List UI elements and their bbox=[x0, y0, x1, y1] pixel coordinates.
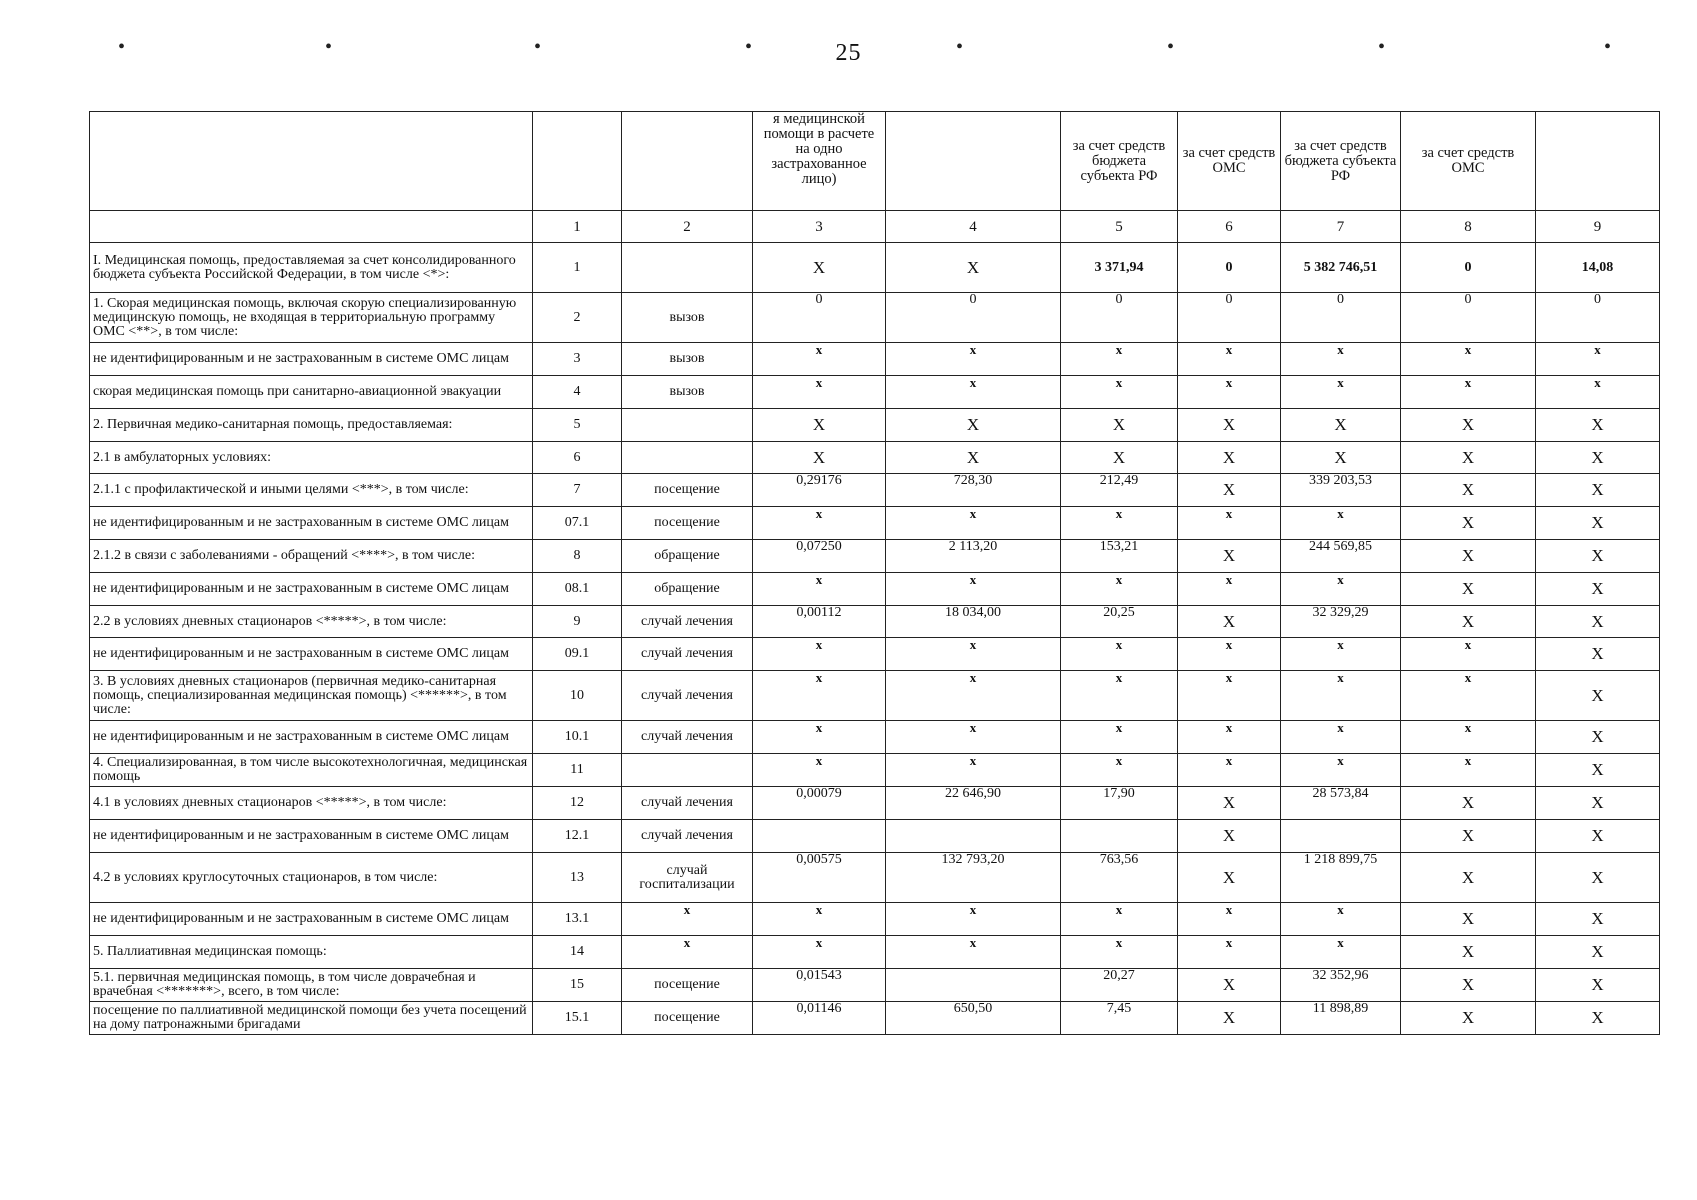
value-cell-c7: x bbox=[1281, 936, 1401, 969]
row-number: 15 bbox=[533, 969, 622, 1002]
value-cell-c5: x bbox=[1061, 721, 1178, 754]
value-cell-c4: x bbox=[886, 903, 1061, 936]
value-cell-c4: x bbox=[886, 376, 1061, 409]
table-row bbox=[90, 969, 1660, 1002]
column-number: 3 bbox=[753, 211, 886, 243]
row-unit: случай лечения bbox=[622, 820, 753, 853]
table-row bbox=[90, 442, 1660, 474]
value-cell-c7: X bbox=[1281, 442, 1401, 474]
value-cell-c9: X bbox=[1536, 787, 1660, 820]
row-name: 2.1.2 в связи с заболеваниями - обращений <****>, в том числе: bbox=[90, 540, 533, 573]
row-number: 10 bbox=[533, 671, 622, 721]
row-number: 2 bbox=[533, 293, 622, 343]
row-unit: посещение bbox=[622, 969, 753, 1002]
value-cell-c5: x bbox=[1061, 343, 1178, 376]
medical-care-table bbox=[89, 111, 1660, 1035]
row-number: 1 bbox=[533, 243, 622, 293]
row-number: 13.1 bbox=[533, 903, 622, 936]
value-cell-c3: x bbox=[753, 343, 886, 376]
table-body bbox=[90, 243, 1660, 1035]
row-unit: обращение bbox=[622, 573, 753, 606]
value-cell-c7: x bbox=[1281, 573, 1401, 606]
value-cell-c5: 0 bbox=[1061, 293, 1178, 343]
value-cell-c5: 17,90 bbox=[1061, 787, 1178, 820]
value-cell-c9: x bbox=[1536, 343, 1660, 376]
table-row bbox=[90, 638, 1660, 671]
column-number: 7 bbox=[1281, 211, 1401, 243]
value-cell-c8: X bbox=[1401, 1002, 1536, 1035]
header-cell bbox=[90, 112, 533, 211]
value-cell-c3: x bbox=[753, 721, 886, 754]
value-cell-c4: 18 034,00 bbox=[886, 606, 1061, 638]
value-cell-c6: x bbox=[1178, 721, 1281, 754]
table-row bbox=[90, 606, 1660, 638]
value-cell-c3: x bbox=[753, 638, 886, 671]
row-number: 3 bbox=[533, 343, 622, 376]
row-unit: посещение bbox=[622, 474, 753, 507]
value-cell-c4: x bbox=[886, 507, 1061, 540]
row-name: 1. Скорая медицинская помощь, включая скорую специализированную медицинскую помощь, не входящая в территориальную программу ОМС <**>, в том числе: bbox=[90, 293, 533, 343]
row-unit: случай лечения bbox=[622, 671, 753, 721]
row-number: 5 bbox=[533, 409, 622, 442]
value-cell-c7: 11 898,89 bbox=[1281, 1002, 1401, 1035]
value-cell-c9: X bbox=[1536, 936, 1660, 969]
row-name: не идентифицированным и не застрахованным в системе ОМС лицам bbox=[90, 638, 533, 671]
row-name: I. Медицинская помощь, предоставляемая за счет консолидированного бюджета субъекта Российской Федерации, в том числе <*>: bbox=[90, 243, 533, 293]
row-name: не идентифицированным и не застрахованным в системе ОМС лицам bbox=[90, 820, 533, 853]
value-cell-c5: 763,56 bbox=[1061, 853, 1178, 903]
value-cell-c7: x bbox=[1281, 376, 1401, 409]
value-cell-c3: X bbox=[753, 442, 886, 474]
value-cell-c7: 0 bbox=[1281, 293, 1401, 343]
header-cell: за счет средств бюджета субъекта РФ bbox=[1061, 112, 1178, 211]
value-cell-c3: x bbox=[753, 903, 886, 936]
value-cell-c3: 0,07250 bbox=[753, 540, 886, 573]
value-cell-c3: 0,00112 bbox=[753, 606, 886, 638]
value-cell-c5: 7,45 bbox=[1061, 1002, 1178, 1035]
column-number bbox=[90, 211, 533, 243]
row-unit bbox=[622, 409, 753, 442]
value-cell-c8: 0 bbox=[1401, 293, 1536, 343]
dot-mark: • bbox=[325, 36, 333, 58]
value-cell-c7: 5 382 746,51 bbox=[1281, 243, 1401, 293]
value-cell-c7 bbox=[1281, 820, 1401, 853]
value-cell-c7: x bbox=[1281, 721, 1401, 754]
value-cell-c3: 0,01543 bbox=[753, 969, 886, 1002]
table-row bbox=[90, 409, 1660, 442]
value-cell-c7: X bbox=[1281, 409, 1401, 442]
value-cell-c8: X bbox=[1401, 606, 1536, 638]
value-cell-c5: x bbox=[1061, 903, 1178, 936]
value-cell-c7: 1 218 899,75 bbox=[1281, 853, 1401, 903]
value-cell-c9: X bbox=[1536, 540, 1660, 573]
value-cell-c5: x bbox=[1061, 671, 1178, 721]
value-cell-c9: x bbox=[1536, 376, 1660, 409]
value-cell-c6: x bbox=[1178, 638, 1281, 671]
value-cell-c6: x bbox=[1178, 376, 1281, 409]
value-cell-c8: X bbox=[1401, 969, 1536, 1002]
value-cell-c3: 0,01146 bbox=[753, 1002, 886, 1035]
row-number: 4 bbox=[533, 376, 622, 409]
value-cell-c5: 3 371,94 bbox=[1061, 243, 1178, 293]
value-cell-c8: x bbox=[1401, 638, 1536, 671]
row-number: 08.1 bbox=[533, 573, 622, 606]
value-cell-c4: X bbox=[886, 442, 1061, 474]
header-cell bbox=[533, 112, 622, 211]
dot-mark: • bbox=[1378, 36, 1386, 58]
value-cell-c6: x bbox=[1178, 343, 1281, 376]
table-row bbox=[90, 1002, 1660, 1035]
row-name: посещение по паллиативной медицинской помощи без учета посещений на дому патронажными бригадами bbox=[90, 1002, 533, 1035]
row-number: 11 bbox=[533, 754, 622, 787]
value-cell-c5: 212,49 bbox=[1061, 474, 1178, 507]
value-cell-c7: x bbox=[1281, 754, 1401, 787]
table-row bbox=[90, 936, 1660, 969]
column-number: 1 bbox=[533, 211, 622, 243]
value-cell-c6: x bbox=[1178, 507, 1281, 540]
value-cell-c6: 0 bbox=[1178, 293, 1281, 343]
value-cell-c9: X bbox=[1536, 671, 1660, 721]
column-number: 8 bbox=[1401, 211, 1536, 243]
value-cell-c9: X bbox=[1536, 573, 1660, 606]
value-cell-c5 bbox=[1061, 820, 1178, 853]
value-cell-c4: 650,50 bbox=[886, 1002, 1061, 1035]
value-cell-c3: x bbox=[753, 507, 886, 540]
row-number: 6 bbox=[533, 442, 622, 474]
row-name: не идентифицированным и не застрахованным в системе ОМС лицам bbox=[90, 903, 533, 936]
value-cell-c3: x bbox=[753, 671, 886, 721]
value-cell-c8: x bbox=[1401, 376, 1536, 409]
row-number: 8 bbox=[533, 540, 622, 573]
column-number: 5 bbox=[1061, 211, 1178, 243]
dot-mark: • bbox=[956, 36, 964, 58]
row-unit bbox=[622, 754, 753, 787]
value-cell-c5: X bbox=[1061, 409, 1178, 442]
value-cell-c3: 0,00079 bbox=[753, 787, 886, 820]
value-cell-c9: X bbox=[1536, 969, 1660, 1002]
value-cell-c9: X bbox=[1536, 1002, 1660, 1035]
value-cell-c6: x bbox=[1178, 936, 1281, 969]
value-cell-c9: X bbox=[1536, 754, 1660, 787]
header-cell: за счет средств ОМС bbox=[1178, 112, 1281, 211]
value-cell-c3: 0,29176 bbox=[753, 474, 886, 507]
value-cell-c3: X bbox=[753, 243, 886, 293]
dot-mark: • bbox=[745, 36, 753, 58]
row-unit: посещение bbox=[622, 507, 753, 540]
value-cell-c4 bbox=[886, 969, 1061, 1002]
value-cell-c4: x bbox=[886, 754, 1061, 787]
value-cell-c6: X bbox=[1178, 820, 1281, 853]
value-cell-c5: X bbox=[1061, 442, 1178, 474]
value-cell-c8: X bbox=[1401, 820, 1536, 853]
row-number: 12 bbox=[533, 787, 622, 820]
row-name: скорая медицинская помощь при санитарно-авиационной эвакуации bbox=[90, 376, 533, 409]
value-cell-c6: x bbox=[1178, 903, 1281, 936]
row-number: 12.1 bbox=[533, 820, 622, 853]
value-cell-c4: 2 113,20 bbox=[886, 540, 1061, 573]
dot-mark: • bbox=[534, 36, 542, 58]
value-cell-c4: 728,30 bbox=[886, 474, 1061, 507]
value-cell-c8: X bbox=[1401, 853, 1536, 903]
value-cell-c6: X bbox=[1178, 1002, 1281, 1035]
table-row bbox=[90, 853, 1660, 903]
row-unit: вызов bbox=[622, 293, 753, 343]
row-number: 13 bbox=[533, 853, 622, 903]
row-name: 2.1.1 с профилактической и иными целями <***>, в том числе: bbox=[90, 474, 533, 507]
value-cell-c7: 244 569,85 bbox=[1281, 540, 1401, 573]
table-row bbox=[90, 507, 1660, 540]
row-number: 07.1 bbox=[533, 507, 622, 540]
value-cell-c9: X bbox=[1536, 721, 1660, 754]
value-cell-c3: x bbox=[753, 376, 886, 409]
table-row bbox=[90, 343, 1660, 376]
column-number: 4 bbox=[886, 211, 1061, 243]
row-number: 9 bbox=[533, 606, 622, 638]
row-unit bbox=[622, 442, 753, 474]
value-cell-c9: X bbox=[1536, 638, 1660, 671]
value-cell-c4: 22 646,90 bbox=[886, 787, 1061, 820]
header-cell bbox=[886, 112, 1061, 211]
value-cell-c9: X bbox=[1536, 409, 1660, 442]
value-cell-c8: X bbox=[1401, 409, 1536, 442]
value-cell-c3: X bbox=[753, 409, 886, 442]
value-cell-c7: 28 573,84 bbox=[1281, 787, 1401, 820]
row-unit: случай лечения bbox=[622, 606, 753, 638]
value-cell-c9: X bbox=[1536, 442, 1660, 474]
table-row bbox=[90, 376, 1660, 409]
row-unit: вызов bbox=[622, 343, 753, 376]
value-cell-c5: x bbox=[1061, 507, 1178, 540]
value-cell-c8: x bbox=[1401, 343, 1536, 376]
row-name: не идентифицированным и не застрахованным в системе ОМС лицам bbox=[90, 507, 533, 540]
value-cell-c6: X bbox=[1178, 606, 1281, 638]
row-number: 14 bbox=[533, 936, 622, 969]
value-cell-c8: X bbox=[1401, 474, 1536, 507]
table-row bbox=[90, 474, 1660, 507]
row-name: 4.2 в условиях круглосуточных стационаров, в том числе: bbox=[90, 853, 533, 903]
value-cell-c6: X bbox=[1178, 442, 1281, 474]
value-cell-c8: X bbox=[1401, 903, 1536, 936]
value-cell-c5: 20,25 bbox=[1061, 606, 1178, 638]
value-cell-c4: X bbox=[886, 409, 1061, 442]
value-cell-c7: 32 329,29 bbox=[1281, 606, 1401, 638]
value-cell-c4: 132 793,20 bbox=[886, 853, 1061, 903]
row-unit: x bbox=[622, 903, 753, 936]
value-cell-c4: 0 bbox=[886, 293, 1061, 343]
value-cell-c3: x bbox=[753, 754, 886, 787]
value-cell-c4: x bbox=[886, 638, 1061, 671]
value-cell-c8: X bbox=[1401, 573, 1536, 606]
table-row bbox=[90, 671, 1660, 721]
table-row bbox=[90, 243, 1660, 293]
value-cell-c5: x bbox=[1061, 376, 1178, 409]
row-name: не идентифицированным и не застрахованным в системе ОМС лицам bbox=[90, 573, 533, 606]
value-cell-c4: X bbox=[886, 243, 1061, 293]
header-cell: за счет средств бюджета субъекта РФ bbox=[1281, 112, 1401, 211]
value-cell-c8: 0 bbox=[1401, 243, 1536, 293]
value-cell-c8: X bbox=[1401, 787, 1536, 820]
value-cell-c8: x bbox=[1401, 721, 1536, 754]
header-cell bbox=[1536, 112, 1660, 211]
page-number: 25 bbox=[835, 40, 862, 66]
row-number: 09.1 bbox=[533, 638, 622, 671]
table-row bbox=[90, 820, 1660, 853]
value-cell-c6: x bbox=[1178, 754, 1281, 787]
value-cell-c7: 32 352,96 bbox=[1281, 969, 1401, 1002]
row-unit bbox=[622, 243, 753, 293]
value-cell-c9: X bbox=[1536, 903, 1660, 936]
value-cell-c9: 0 bbox=[1536, 293, 1660, 343]
table-row bbox=[90, 903, 1660, 936]
row-name: 2. Первичная медико-санитарная помощь, предоставляемая: bbox=[90, 409, 533, 442]
table-row bbox=[90, 721, 1660, 754]
dot-mark: • bbox=[1604, 36, 1612, 58]
value-cell-c6: X bbox=[1178, 540, 1281, 573]
row-name: не идентифицированным и не застрахованным в системе ОМС лицам bbox=[90, 343, 533, 376]
table-row bbox=[90, 573, 1660, 606]
value-cell-c5: x bbox=[1061, 638, 1178, 671]
value-cell-c6: X bbox=[1178, 853, 1281, 903]
row-name: не идентифицированным и не застрахованным в системе ОМС лицам bbox=[90, 721, 533, 754]
value-cell-c4: x bbox=[886, 671, 1061, 721]
value-cell-c6: X bbox=[1178, 409, 1281, 442]
table-row bbox=[90, 754, 1660, 787]
value-cell-c3: x bbox=[753, 573, 886, 606]
row-unit: случай лечения bbox=[622, 638, 753, 671]
value-cell-c7: x bbox=[1281, 343, 1401, 376]
value-cell-c9: X bbox=[1536, 474, 1660, 507]
value-cell-c8: X bbox=[1401, 507, 1536, 540]
table-row bbox=[90, 787, 1660, 820]
value-cell-c4: x bbox=[886, 343, 1061, 376]
value-cell-c9: X bbox=[1536, 820, 1660, 853]
column-number: 6 bbox=[1178, 211, 1281, 243]
value-cell-c6: X bbox=[1178, 969, 1281, 1002]
value-cell-c5: 153,21 bbox=[1061, 540, 1178, 573]
value-cell-c5: x bbox=[1061, 936, 1178, 969]
value-cell-c3: 0 bbox=[753, 293, 886, 343]
value-cell-c8: X bbox=[1401, 540, 1536, 573]
value-cell-c9: X bbox=[1536, 507, 1660, 540]
value-cell-c7: 339 203,53 bbox=[1281, 474, 1401, 507]
value-cell-c7: x bbox=[1281, 638, 1401, 671]
value-cell-c8: X bbox=[1401, 442, 1536, 474]
row-name: 2.1 в амбулаторных условиях: bbox=[90, 442, 533, 474]
value-cell-c8: X bbox=[1401, 936, 1536, 969]
table-header-row bbox=[90, 112, 1660, 211]
value-cell-c4 bbox=[886, 820, 1061, 853]
value-cell-c3: x bbox=[753, 936, 886, 969]
row-unit: случай лечения bbox=[622, 787, 753, 820]
value-cell-c4: x bbox=[886, 721, 1061, 754]
value-cell-c5: x bbox=[1061, 573, 1178, 606]
row-unit: случай госпитализации bbox=[622, 853, 753, 903]
value-cell-c5: 20,27 bbox=[1061, 969, 1178, 1002]
value-cell-c7: x bbox=[1281, 671, 1401, 721]
row-unit: x bbox=[622, 936, 753, 969]
value-cell-c7: x bbox=[1281, 903, 1401, 936]
value-cell-c8: x bbox=[1401, 671, 1536, 721]
value-cell-c6: 0 bbox=[1178, 243, 1281, 293]
value-cell-c5: x bbox=[1061, 754, 1178, 787]
value-cell-c8: x bbox=[1401, 754, 1536, 787]
row-name: 2.2 в условиях дневных стационаров <*****>, в том числе: bbox=[90, 606, 533, 638]
row-name: 5.1. первичная медицинская помощь, в том числе доврачебная и врачебная <*******>, всего, в том числе: bbox=[90, 969, 533, 1002]
row-number: 15.1 bbox=[533, 1002, 622, 1035]
table-row bbox=[90, 293, 1660, 343]
column-number: 9 bbox=[1536, 211, 1660, 243]
value-cell-c9: X bbox=[1536, 853, 1660, 903]
value-cell-c4: x bbox=[886, 936, 1061, 969]
row-name: 3. В условиях дневных стационаров (первичная медико-санитарная помощь, специализированная медицинская помощь) <******>, в том числе: bbox=[90, 671, 533, 721]
row-number: 7 bbox=[533, 474, 622, 507]
value-cell-c4: x bbox=[886, 573, 1061, 606]
value-cell-c9: 14,08 bbox=[1536, 243, 1660, 293]
row-unit: вызов bbox=[622, 376, 753, 409]
value-cell-c9: X bbox=[1536, 606, 1660, 638]
row-name: 5. Паллиативная медицинская помощь: bbox=[90, 936, 533, 969]
value-cell-c3: 0,00575 bbox=[753, 853, 886, 903]
dot-mark: • bbox=[118, 36, 126, 58]
header-cell: за счет средств ОМС bbox=[1401, 112, 1536, 211]
column-numbers-row bbox=[90, 211, 1660, 243]
row-name: 4. Специализированная, в том числе высокотехнологичная, медицинская помощь bbox=[90, 754, 533, 787]
row-unit: посещение bbox=[622, 1002, 753, 1035]
row-name: 4.1 в условиях дневных стационаров <*****>, в том числе: bbox=[90, 787, 533, 820]
row-unit: случай лечения bbox=[622, 721, 753, 754]
header-cell: я медицинской помощи в расчете на одно застрахованное лицо) bbox=[753, 112, 886, 211]
value-cell-c6: x bbox=[1178, 573, 1281, 606]
value-cell-c7: x bbox=[1281, 507, 1401, 540]
row-unit: обращение bbox=[622, 540, 753, 573]
header-cell bbox=[622, 112, 753, 211]
value-cell-c6: X bbox=[1178, 474, 1281, 507]
row-number: 10.1 bbox=[533, 721, 622, 754]
column-number: 2 bbox=[622, 211, 753, 243]
value-cell-c3 bbox=[753, 820, 886, 853]
table-row bbox=[90, 540, 1660, 573]
value-cell-c6: X bbox=[1178, 787, 1281, 820]
dot-mark: • bbox=[1167, 36, 1175, 58]
value-cell-c6: x bbox=[1178, 671, 1281, 721]
